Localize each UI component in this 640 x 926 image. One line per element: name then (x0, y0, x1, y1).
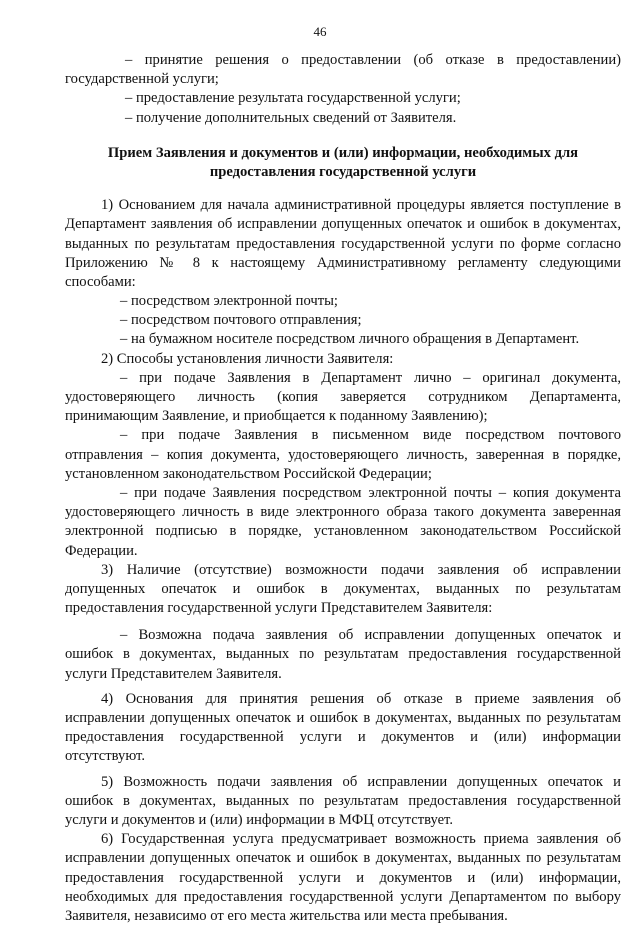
paragraph-line: удостоверяющего личность (копия заверяется сотрудником Департамента, (65, 389, 621, 405)
paragraph-line: – при подаче Заявления в Департамент лично – оригинал документа, (120, 369, 621, 386)
paragraph-line: удостоверяющего личность в виде электронного образа такого документа заверенная (65, 504, 621, 521)
paragraph-line: 1) Основанием для начала административной процедуры является поступление в (101, 197, 621, 214)
paragraph-line: предоставления государственной услуги Представителем Заявителя: (65, 600, 493, 617)
intro-line: – предоставление результата государственной услуги; (125, 90, 461, 107)
paragraph-line: ошибок в документах, выданных по результатам предоставления государственной (65, 646, 621, 663)
paragraph-line: Приложению № 8 к настоящему Административному регламенту следующими (65, 254, 621, 271)
paragraph-line: 2) Способы установления личности Заявителя: (101, 350, 394, 367)
paragraph-line: 3) Наличие (отсутствие) возможности подачи заявления об исправлении (101, 561, 621, 578)
paragraph-4 (65, 690, 621, 767)
intro-list (65, 51, 621, 128)
paragraph-line: предоставления государственной услуги и документов и (или) информации (65, 729, 621, 746)
paragraph-line: исправлении допущенных опечаток и ошибок в документах, выданных по результатам (65, 710, 621, 726)
paragraph-2 (65, 350, 621, 561)
paragraph-line: 6) Государственная услуга предусматривает возможность приема заявления об (101, 831, 621, 848)
paragraph-line: способами: (65, 273, 136, 290)
paragraph-line: установленном законодательством Российской Федерации; (65, 465, 432, 482)
paragraph-line: услуги Представителем Заявителя. (65, 665, 282, 682)
intro-line: государственной услуги; (65, 71, 219, 88)
document-body (65, 51, 621, 926)
paragraph-line: электронной подписью в порядке, установленном законодательством Российской (65, 523, 621, 540)
paragraph-line: – при подаче Заявления в письменном виде посредством почтового (120, 427, 621, 444)
paragraph-line: услуги и документов и (или) информации в МФЦ отсутствует. (65, 811, 453, 828)
paragraph-line: принимающим Заявление, и приобщается к поданному Заявлению); (65, 408, 488, 425)
paragraph-line: исправлении допущенных опечаток и ошибок в документах, выданных по результатам (65, 850, 621, 867)
paragraph-3 (65, 561, 621, 684)
paragraph-line: предоставления государственной услуги и документов и (или) информации, (65, 869, 621, 886)
paragraph-line: Департамент заявления об исправлении допущенных опечаток и ошибок в документах, (65, 216, 621, 233)
paragraph-6 (65, 830, 621, 926)
heading-line: предоставления государственной услуги (209, 163, 477, 180)
paragraph-line: – Возможна подача заявления об исправлении допущенных опечаток и (120, 627, 621, 644)
paragraph-line: отсутствуют. (65, 748, 145, 765)
paragraph-line: 5) Возможность подачи заявления об исправлении допущенных опечаток и (101, 773, 621, 790)
paragraph-line: Федерации. (65, 542, 138, 559)
paragraph-line: Заявителя, независимо от его места жительства или места пребывания. (65, 907, 508, 924)
page-number: 46 (313, 24, 327, 39)
list-item: – посредством электронной почты; (120, 293, 338, 310)
paragraph-line: – при подаче Заявления посредством электронной почты – копия документа (120, 484, 621, 501)
paragraph-line: отправления – копия документа, удостоверяющего личность, заверенная в порядке, (65, 446, 621, 463)
paragraph-line: допущенных опечаток и ошибок в документах, выданных по результатам (65, 580, 621, 597)
list-item: – на бумажном носителе посредством личного обращения в Департамент. (120, 331, 580, 348)
paragraph-line: выданных по результатам предоставления государственной услуги по форме согласно (65, 235, 621, 252)
heading-line: Прием Заявления и документов и (или) информации, необходимых для (107, 144, 579, 161)
intro-line: – получение дополнительных сведений от Заявителя. (125, 109, 457, 126)
paragraph-line: ошибок в документах, выданных по результатам предоставления государственной (65, 792, 621, 809)
paragraph-line: необходимых для предоставления государственной услуги Департаментом по выбору (65, 888, 621, 905)
paragraph-line: 4) Основания для принятия решения об отказе в приеме заявления об (101, 690, 621, 707)
intro-line: – принятие решения о предоставлении (об отказе в предоставлении) (125, 52, 621, 68)
paragraph-5 (65, 773, 621, 831)
list-item: – посредством почтового отправления; (120, 312, 362, 329)
paragraph-1 (65, 196, 621, 350)
section-heading (65, 144, 621, 182)
